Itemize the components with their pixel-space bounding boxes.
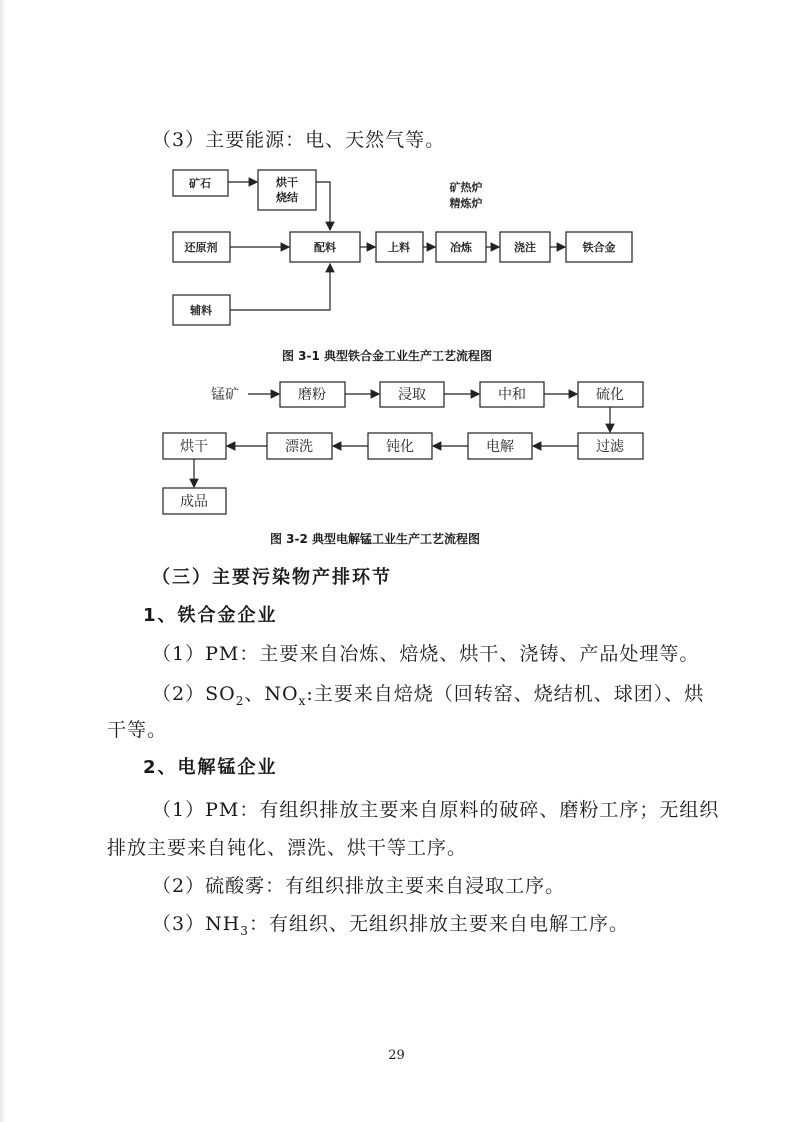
label-filter: 过滤 (596, 439, 624, 455)
arrow-auxiliary-batching (230, 264, 330, 310)
label-sulfurize: 硫化 (596, 387, 624, 403)
label-product: 成品 (180, 494, 208, 510)
page-edge-shadow (0, 0, 6, 1122)
section-heading: （三）主要污染物产排环节 (152, 567, 392, 588)
label-grinding: 磨粉 (298, 387, 326, 403)
note-furnace-1: 矿热炉 (449, 181, 483, 194)
label-smelting: 冶炼 (450, 241, 472, 254)
page-number: 29 (388, 1048, 405, 1063)
label-casting: 浇注 (514, 241, 536, 254)
label-reducer: 还原剂 (184, 241, 218, 254)
label-auxiliary: 辅料 (190, 304, 212, 317)
label-electrolysis: 电解 (486, 439, 514, 455)
paragraph-pm-manganese: （1）PM：有组织排放主要来自原料的破碎、磨粉工序；无组织 (152, 799, 720, 821)
label-neutralize: 中和 (498, 387, 526, 403)
label-rinsing: 漂洗 (285, 439, 313, 455)
subheading-manganese: 2、电解锰企业 (143, 757, 278, 778)
figure-3-2-caption: 图 3-2 典型电解锰工业生产工艺流程图 (270, 532, 481, 546)
paragraph-pm-ferroalloy: （1）PM：主要来自冶炼、焙烧、烘干、浇铸、产品处理等。 (152, 643, 700, 665)
label-dry-line1: 烘干 (276, 176, 298, 189)
label-passivation: 钝化 (386, 439, 414, 455)
paragraph-nh3: $(3)NH_3$：有组织、无组织排放主要来自电解工序。 (152, 913, 629, 938)
note-furnace-2: 精炼炉 (449, 197, 483, 210)
electrolytic-manganese-flow-diagram (150, 372, 660, 524)
subheading-ferroalloy: 1、铁合金企业 (143, 605, 278, 626)
paragraph-pm-manganese-line2: 排放主要来自钝化、漂洗、烘干等工序。 (107, 837, 468, 859)
energy-paragraph: （3）主要能源：电、天然气等。 (152, 129, 446, 151)
label-loading: 上料 (388, 241, 410, 254)
paragraph-sulfuric-acid-mist: （2）硫酸雾：有组织排放主要来自浸取工序。 (152, 875, 566, 897)
label-drying: 烘干 (180, 439, 208, 455)
ferroalloy-flow-diagram (160, 160, 660, 335)
label-dry-line2: 烧结 (276, 191, 298, 204)
label-ore: 矿石 (189, 177, 211, 190)
label-manganese-ore: 锰矿 (211, 387, 239, 403)
label-batching: 配料 (314, 241, 336, 254)
label-leaching: 浸取 (398, 387, 426, 403)
figure-3-1-caption: 图 3-1 典型铁合金工业生产工艺流程图 (282, 349, 493, 363)
arrow-drying-batching (316, 182, 330, 230)
paragraph-so2-nox-line2: 干等。 (107, 719, 168, 741)
paragraph-so2-nox: $(2)SO_2$、$NO_x$:主要来自焙烧（回转窑、烧结机、球团）、烘 (152, 683, 705, 708)
label-ferroalloy: 铁合金 (582, 241, 616, 254)
